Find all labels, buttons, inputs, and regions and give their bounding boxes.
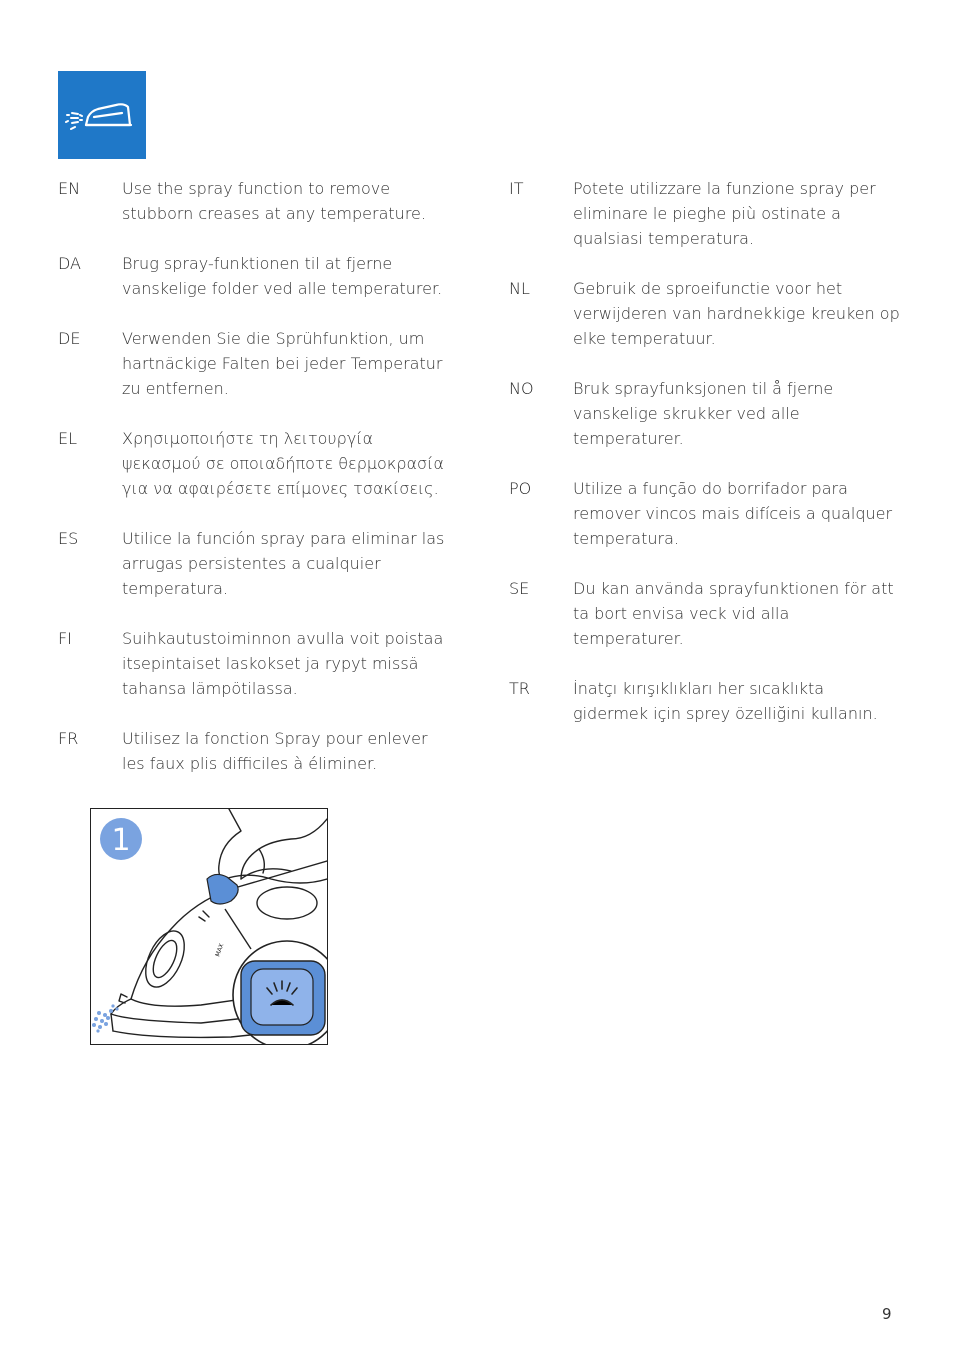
instruction-text: İnatçı kırışıklıkları her sıcaklıkta gidermek için sprey özelliğini kullanın. bbox=[573, 679, 878, 723]
iron-spray-drawing bbox=[91, 809, 327, 1044]
language-code: PO bbox=[509, 479, 532, 498]
instruction-text: Χρησιμοποιήστε τη λειτουργία ψεκασμού σε οποιαδήποτε θερμοκρασία για να αφαιρέσετε επίμονες τσακίσεις. bbox=[122, 429, 444, 498]
instruction-text: Use the spray function to remove stubborn creases at any temperature. bbox=[122, 179, 426, 223]
language-entry bbox=[58, 726, 458, 776]
language-code: NL bbox=[509, 279, 530, 298]
instruction-text: Utilize a função do borrifador para remover vincos mais difíceis a qualquer temperatura. bbox=[573, 479, 893, 548]
language-entry bbox=[58, 626, 458, 701]
language-code: IT bbox=[509, 179, 524, 198]
language-code: SE bbox=[509, 579, 530, 598]
spray-iron-badge bbox=[58, 71, 146, 159]
instruction-text: Suihkautustoiminnon avulla voit poistaa itsepintaiset laskokset ja rypyt missä tahansa lämpötilassa. bbox=[122, 629, 444, 698]
instruction-text: Utilice la función spray para eliminar las arrugas persistentes a cualquier temperatura. bbox=[122, 529, 445, 598]
instruction-text: Potete utilizzare la funzione spray per eliminare le pieghe più ostinate a qualsiasi temperatura. bbox=[573, 179, 876, 248]
language-entry bbox=[58, 251, 458, 301]
instruction-text: Bruk sprayfunksjonen til å fjerne vanskelige skrukker ved alle temperaturer. bbox=[573, 379, 834, 448]
language-code: ES bbox=[58, 529, 79, 548]
page-number: 9 bbox=[882, 1305, 892, 1323]
language-code: EN bbox=[58, 179, 81, 198]
instruction-text: Brug spray-funktionen til at fjerne vanskelige folder ved alle temperaturer. bbox=[122, 254, 443, 298]
step-number: 1 bbox=[111, 823, 131, 858]
dial-label: MAX bbox=[214, 942, 226, 958]
instruction-text: Gebruik de sproeifunctie voor het verwijderen van hardnekkige kreuken op elke temperatuur. bbox=[573, 279, 900, 348]
instruction-text: Utilisez la fonction Spray pour enlever les faux plis difficiles à éliminer. bbox=[122, 729, 428, 773]
language-code: FI bbox=[58, 629, 72, 648]
spray-button bbox=[207, 874, 238, 904]
language-entry bbox=[58, 426, 458, 501]
language-code: EL bbox=[58, 429, 78, 448]
language-entry bbox=[509, 576, 909, 651]
language-entry bbox=[58, 326, 458, 401]
language-entry bbox=[509, 276, 909, 351]
language-code: DE bbox=[58, 329, 81, 348]
language-code: DA bbox=[58, 254, 81, 273]
spray-step-illustration bbox=[90, 808, 328, 1045]
spray-iron-icon bbox=[58, 71, 146, 159]
language-code: NO bbox=[509, 379, 534, 398]
right-language-column bbox=[509, 176, 909, 751]
left-language-column bbox=[58, 176, 458, 801]
language-code: TR bbox=[509, 679, 530, 698]
language-entry bbox=[58, 526, 458, 601]
instruction-text: Du kan använda sprayfunktionen för att ta bort envisa veck vid alla temperaturer. bbox=[573, 579, 894, 648]
language-code: FR bbox=[58, 729, 79, 748]
language-entry bbox=[509, 176, 909, 251]
language-entry bbox=[509, 476, 909, 551]
language-entry bbox=[509, 676, 909, 726]
language-entry bbox=[509, 376, 909, 451]
instruction-text: Verwenden Sie die Sprühfunktion, um hartnäckige Falten bei jeder Temperatur zu entfernen. bbox=[122, 329, 443, 398]
language-entry bbox=[58, 176, 458, 226]
